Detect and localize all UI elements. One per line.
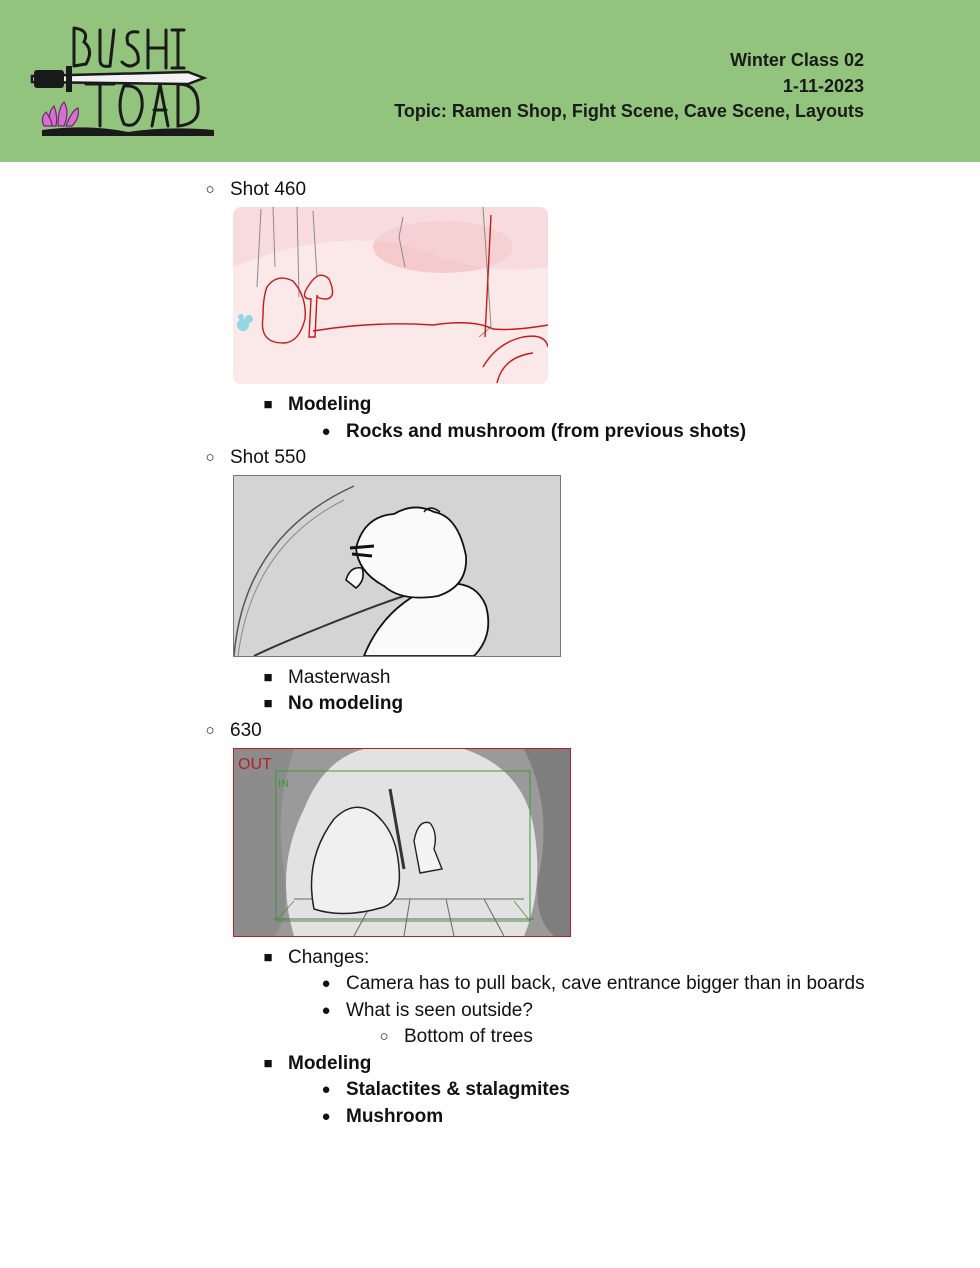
masterwash-text: Masterwash (288, 667, 391, 688)
shot-550-image (233, 475, 561, 657)
changes-heading: Changes: (288, 947, 370, 968)
bushi-toad-logo (28, 22, 218, 140)
dot-bullet: ● (321, 975, 331, 992)
shot-460-label: Shot 460 (230, 179, 307, 200)
shot-630-label: 630 (230, 720, 262, 741)
square-bullet: ■ (263, 695, 273, 712)
modeling-heading: Modeling (288, 394, 372, 415)
mushroom-text: Mushroom (346, 1106, 444, 1127)
dot-bullet: ● (321, 1081, 331, 1098)
class-title: Winter Class 02 (730, 50, 864, 70)
square-bullet: ■ (263, 1055, 273, 1072)
bottom-of-trees-text: Bottom of trees (404, 1026, 533, 1047)
outside-question-text: What is seen outside? (346, 1000, 533, 1021)
stalactites-text: Stalactites & stalagmites (346, 1079, 570, 1100)
hollow-bullet: ○ (205, 449, 215, 466)
dot-bullet: ● (321, 1108, 331, 1125)
square-bullet: ■ (263, 396, 273, 413)
header-meta (394, 48, 864, 125)
camera-change-text: Camera has to pull back, cave entrance bigger than in boards (346, 973, 865, 994)
character-closeup-sketch (234, 476, 560, 656)
hollow-bullet: ○ (379, 1028, 389, 1045)
rocks-mushroom-text: Rocks and mushroom (from previous shots) (346, 421, 747, 442)
cave-mushroom-sketch (233, 207, 548, 384)
class-date: 1-11-2023 (782, 75, 864, 96)
shot-460-image (233, 207, 548, 384)
dot-bullet: ● (321, 423, 331, 440)
shot-550-label: Shot 550 (230, 447, 307, 468)
class-topic: Topic: Ramen Shop, Fight Scene, Cave Scene, Layouts (394, 101, 864, 121)
frame-in-label: IN (278, 778, 289, 790)
no-modeling-text: No modeling (288, 693, 404, 714)
hollow-bullet: ○ (205, 722, 215, 739)
square-bullet: ■ (263, 949, 273, 966)
page-header (0, 0, 980, 162)
frame-out-label: OUT (238, 756, 272, 773)
cave-fight-sketch (234, 749, 570, 936)
modeling-heading: Modeling (288, 1053, 372, 1074)
shot-630-image (233, 748, 571, 937)
square-bullet: ■ (263, 669, 273, 686)
dot-bullet: ● (321, 1002, 331, 1019)
hollow-bullet: ○ (205, 181, 215, 198)
